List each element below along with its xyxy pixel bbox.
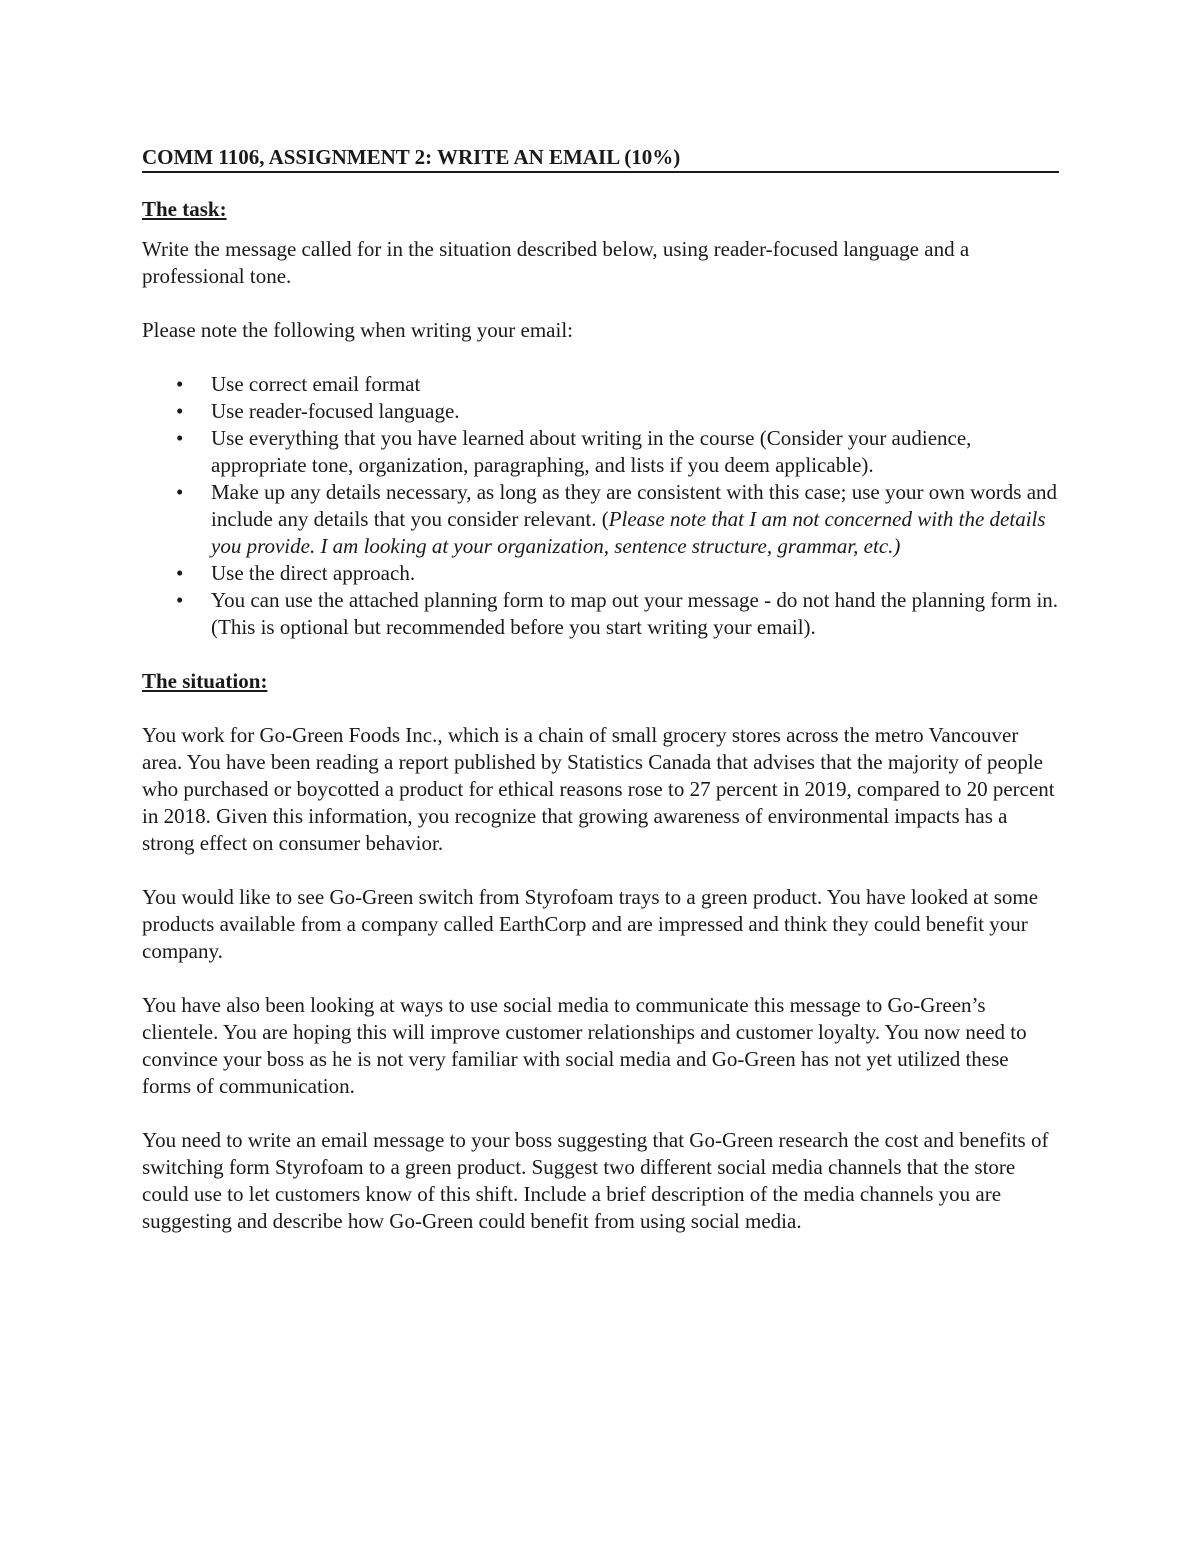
- task-intro: Write the message called for in the situation described below, using reader-focused language and a professional tone.: [142, 237, 970, 288]
- list-item-text: You can use the attached planning form to map out your message - do not hand the planning form in. (This is optional but recommended before you start writing your email).: [211, 588, 1059, 639]
- task-heading: The task:: [142, 197, 227, 221]
- list-item: [142, 587, 1059, 641]
- list-item: [142, 398, 1059, 425]
- list-item: [142, 560, 1059, 587]
- assignment-document: [142, 143, 1059, 1262]
- situation-paragraph: You would like to see Go-Green switch from Styrofoam trays to a green product. You have looked at some products available from a company called EarthCorp and are impressed and think they could benefit your company.: [142, 885, 1039, 963]
- list-item-italic-note: Please note that I am not concerned with the details you provide. I am looking at your organization, sentence structure, grammar, etc.): [211, 507, 1046, 558]
- bullet-icon: •: [176, 480, 184, 504]
- bullet-icon: •: [176, 561, 184, 585]
- list-item-text: Use the direct approach.: [211, 561, 416, 585]
- situation-paragraph: You have also been looking at ways to use social media to communicate this message to Go-Green’s clientele. You are hoping this will improve customer relationships and customer loyalty. You now need to convince your boss as he is not very familiar with social media and Go-Green has not yet utilized these forms of communication.: [142, 993, 1027, 1098]
- list-item: [142, 425, 1059, 479]
- list-item-text: Make up any details necessary, as long as they are consistent with this case; use your own words and include any details that you consider relevant. (: [211, 480, 1058, 531]
- situation-paragraph: You work for Go-Green Foods Inc., which is a chain of small grocery stores across the metro Vancouver area. You have been reading a report published by Statistics Canada that advises that the majority of people who purchased or boycotted a product for ethical reasons rose to 27 percent in 2019, compared to 20 percent in 2018. Given this information, you recognize that growing awareness of environmental impacts has a strong effect on consumer behavior.: [142, 723, 1055, 855]
- bullet-icon: •: [176, 372, 184, 396]
- bullet-icon: •: [176, 399, 184, 423]
- list-item-text: Use correct email format: [211, 372, 421, 396]
- situation-heading: The situation:: [142, 669, 268, 693]
- document-title: COMM 1106, ASSIGNMENT 2: WRITE AN EMAIL (10%): [142, 143, 1059, 173]
- list-item-text: Use everything that you have learned about writing in the course (Consider your audience, appropriate tone, organization, paragraphing, and lists if you deem applicable).: [211, 426, 972, 477]
- requirements-list: [142, 371, 1059, 641]
- list-item: [142, 371, 1059, 398]
- bullet-icon: •: [176, 588, 184, 612]
- list-item: [142, 479, 1059, 560]
- list-item-text: Use reader-focused language.: [211, 399, 460, 423]
- situation-paragraph: You need to write an email message to your boss suggesting that Go-Green research the cost and benefits of switching form Styrofoam to a green product. Suggest two different social media channels that the store could use to let customers know of this shift. Include a brief description of the media channels you are suggesting and describe how Go-Green could benefit from using social media.: [142, 1128, 1049, 1233]
- task-note: Please note the following when writing your email:: [142, 318, 573, 342]
- bullet-icon: •: [176, 426, 184, 450]
